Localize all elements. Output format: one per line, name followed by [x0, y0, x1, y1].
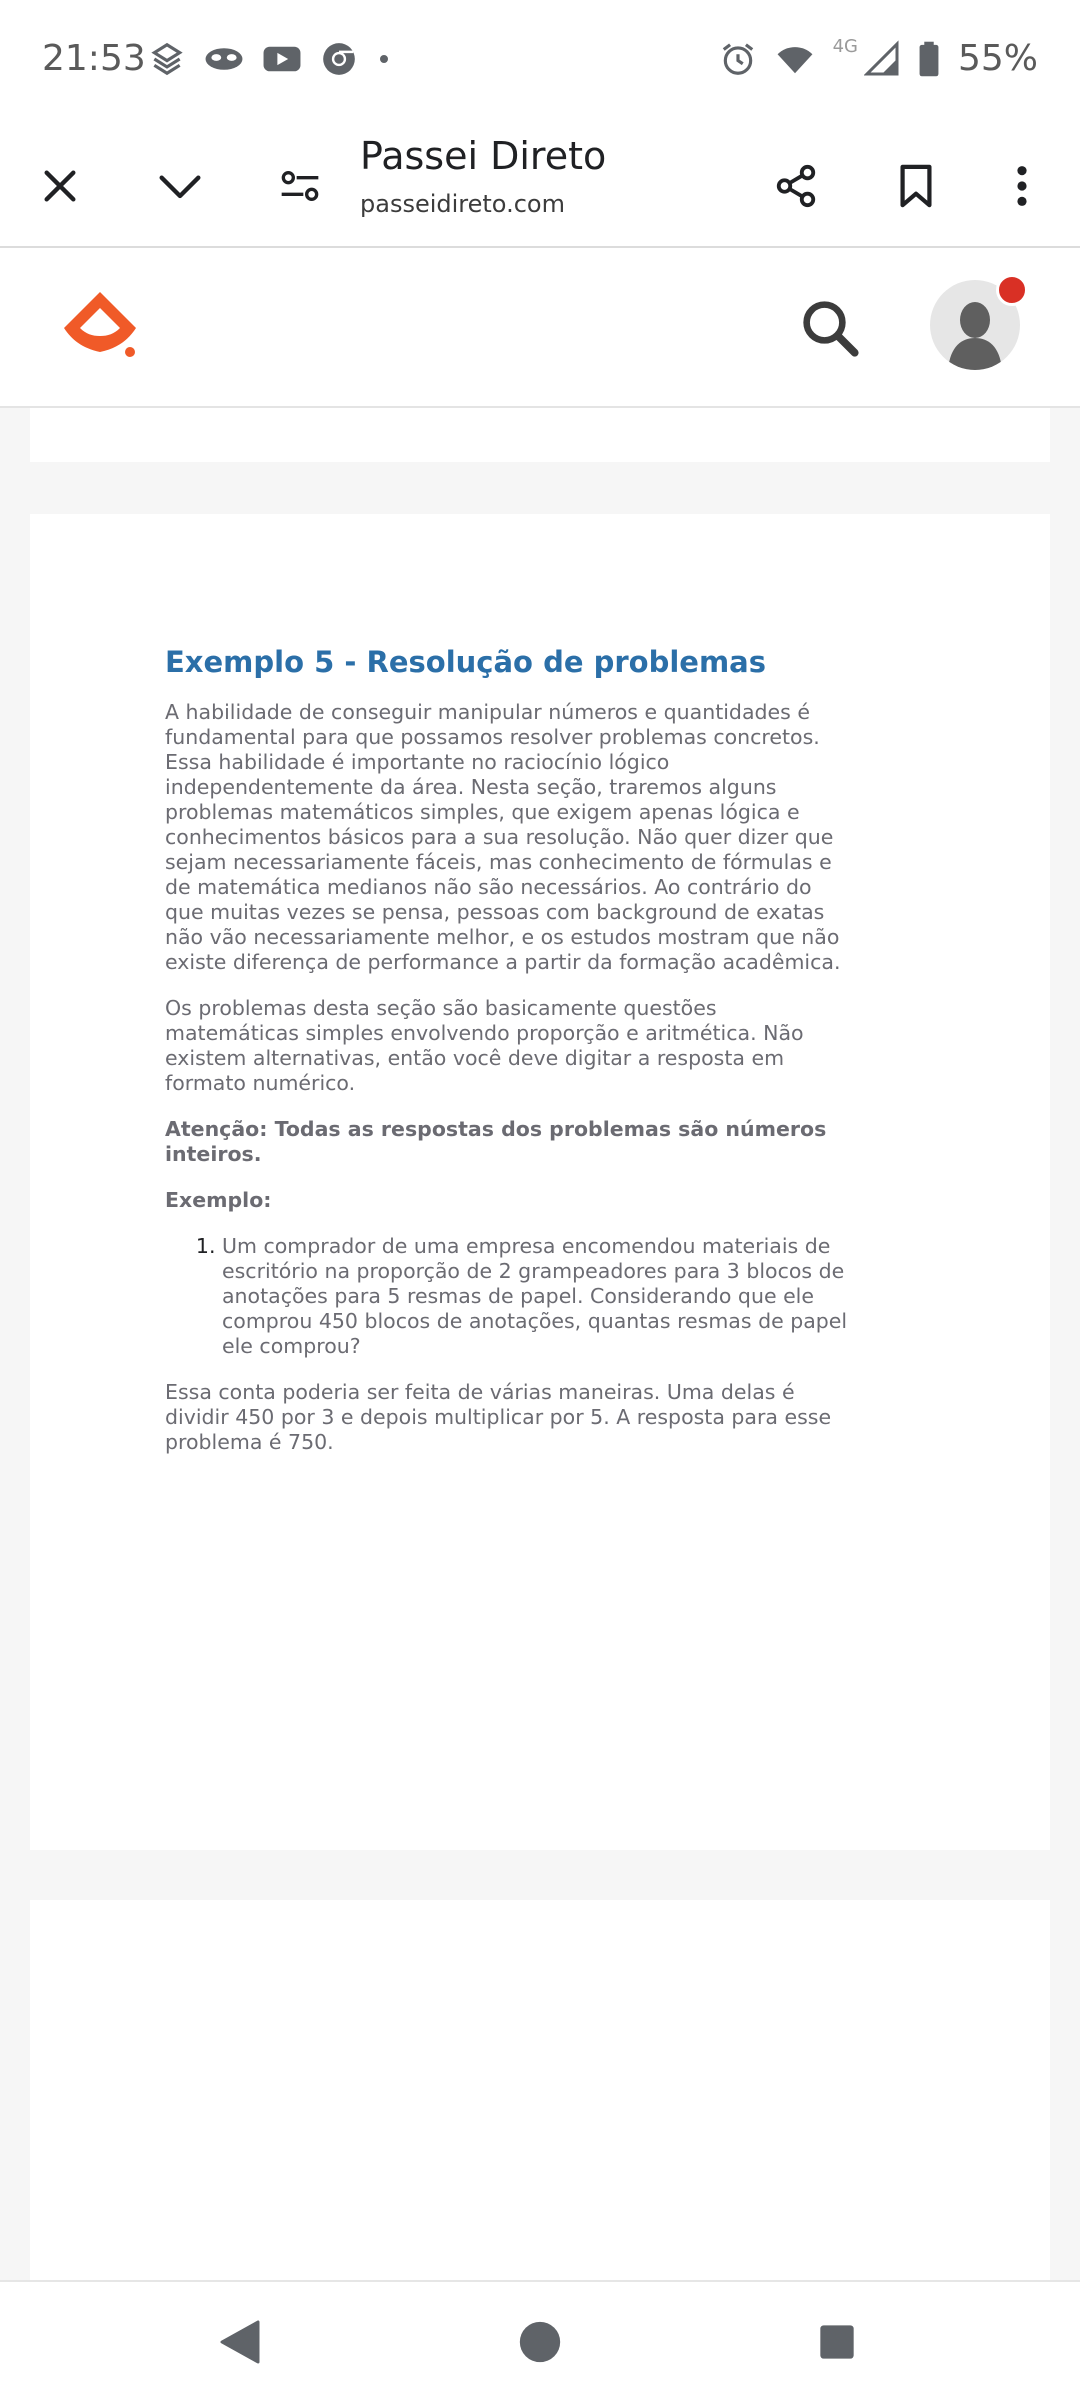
recents-button[interactable] [797, 2302, 877, 2382]
example-label: Exemplo: [165, 1188, 272, 1212]
search-button[interactable] [790, 288, 870, 368]
document-content [165, 644, 855, 1476]
browser-toolbar [0, 126, 1080, 248]
more-vert-icon [1012, 163, 1032, 209]
wifi-icon [775, 40, 815, 78]
document-page [30, 514, 1050, 1850]
passei-direto-logo[interactable] [58, 288, 142, 368]
network-type: 4G [832, 36, 858, 57]
notification-badge [996, 274, 1028, 306]
paragraph-solution: Essa conta poderia ser feita de várias maneiras. Uma delas é dividir 450 por 3 e depois multiplicar por 5. A resposta para esse problema é 750. [165, 1380, 832, 1454]
youtube-icon [262, 40, 302, 78]
dot-icon [376, 40, 392, 78]
close-icon [40, 166, 80, 206]
chrome-icon [320, 40, 358, 78]
bookmark-icon [896, 163, 936, 209]
home-button[interactable] [500, 2302, 580, 2382]
previous-page [30, 408, 1050, 462]
tune-icon [278, 166, 322, 206]
status-notification-icons [148, 40, 392, 78]
status-system-icons [719, 38, 1038, 79]
system-navigation-bar [0, 2280, 1080, 2402]
back-triangle-icon [218, 2318, 262, 2366]
example-list [165, 1234, 855, 1359]
paragraph-intro: A habilidade de conseguir manipular números e quantidades é fundamental para que possamos resolver problemas concretos. Essa habilidade é importante no raciocínio lógico independentemente da área. Nesta seção, traremos alguns problemas matemáticos simples, que exigem apenas lógica e conhecimentos básicos para a sua resolução. Não quer dizer que sejam necessariamente fáceis, mas conhecimento de fórmulas e de matemática medianos não são necessários. Ao contrário do que muitas vezes se pensa, pessoas com background de exatas não vão necessariamente melhor, e os estudos mostram que não existe diferença de performance a partir da formação acadêmica. [165, 700, 841, 974]
search-icon [797, 295, 863, 361]
signal-icon [864, 40, 900, 78]
page-url[interactable]: passeidireto.com [360, 190, 565, 218]
share-button[interactable] [754, 144, 838, 228]
recents-square-icon [817, 2322, 857, 2362]
passei-direto-logo-icon [58, 288, 142, 368]
page-title: Passei Direto [360, 134, 607, 178]
more-options-button[interactable] [980, 144, 1064, 228]
eye-mask-icon [204, 40, 244, 78]
bookmark-button[interactable] [874, 144, 958, 228]
site-header [0, 248, 1080, 408]
chevron-down-icon [156, 166, 204, 206]
section-heading: Exemplo 5 - Resolução de problemas [165, 645, 766, 679]
attention-note: Atenção: Todas as respostas dos problemas são números inteiros. [165, 1117, 827, 1166]
battery-icon [918, 40, 940, 78]
document-viewer[interactable] [0, 408, 1080, 2280]
battery-percentage: 55% [957, 38, 1038, 79]
paragraph-description: Os problemas desta seção são basicamente questões matemáticas simples envolvendo proporção e aritmética. Não existem alternativas, então você deve digitar a resposta em formato numérico. [165, 996, 804, 1095]
close-tab-button[interactable] [18, 144, 102, 228]
back-button[interactable] [200, 2302, 280, 2382]
minimize-tab-button[interactable] [138, 144, 222, 228]
status-bar [0, 0, 1080, 126]
share-icon [773, 163, 819, 209]
alarm-icon [719, 40, 757, 78]
home-circle-icon [518, 2320, 562, 2364]
status-time: 21:53 [42, 38, 146, 79]
list-item: 1. Um comprador de uma empresa encomendou materiais de escritório na proporção de 2 grampeadores para 3 blocos de anotações para 5 resmas de papel. Considerando que ele comprou 450 blocos de anotações, quantas resmas de papel ele comprou? [222, 1234, 855, 1359]
page-info-button[interactable] [258, 144, 342, 228]
next-page [30, 1900, 1050, 2280]
layers-icon [148, 40, 186, 78]
